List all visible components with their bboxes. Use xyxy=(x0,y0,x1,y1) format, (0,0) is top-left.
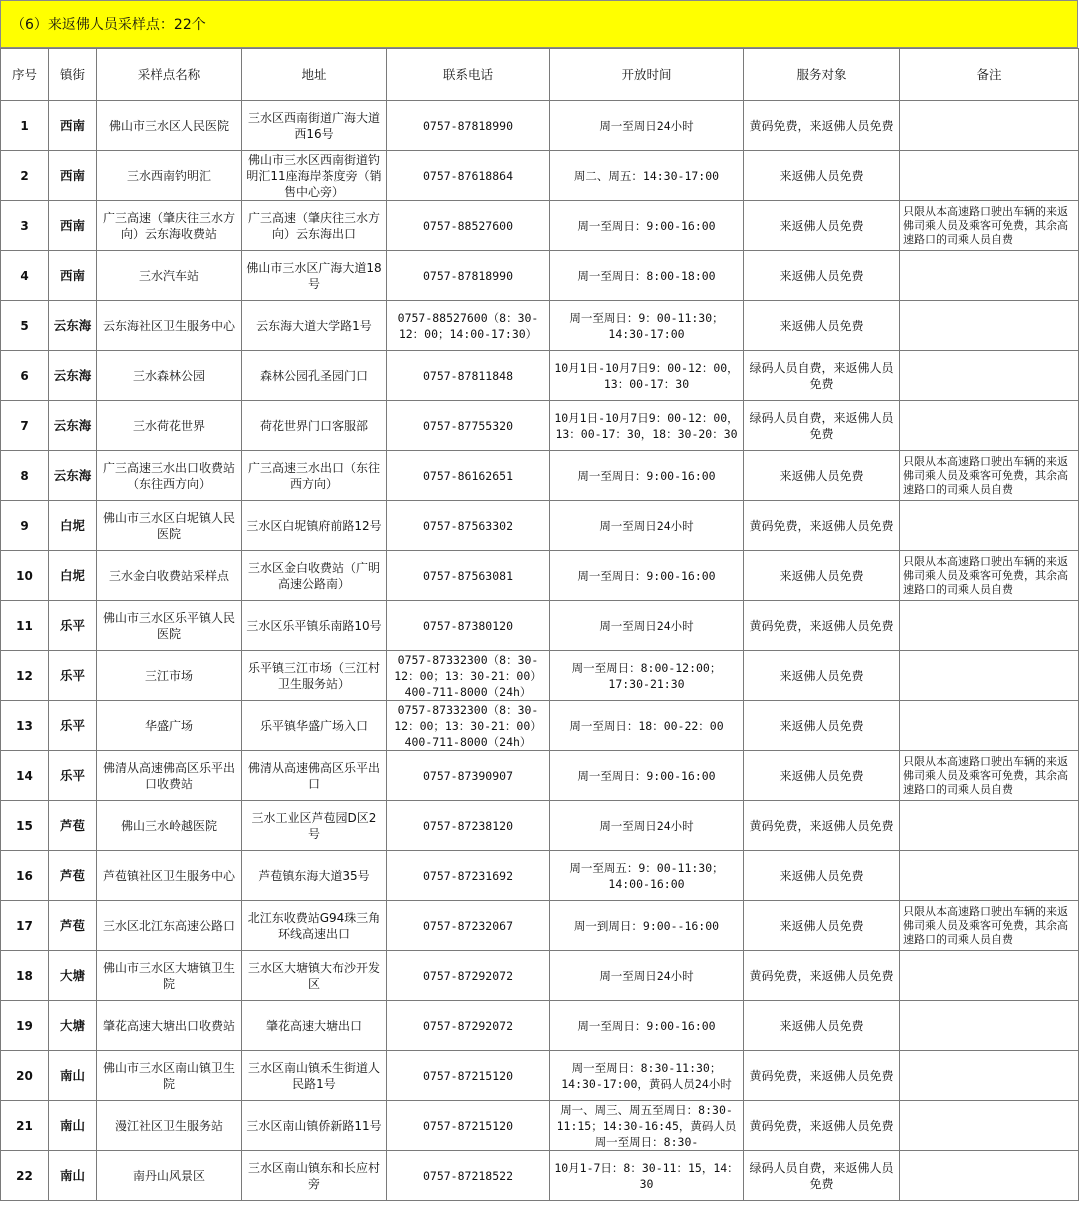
row-remarks xyxy=(900,801,1079,851)
row-service-target: 来返佛人员免费 xyxy=(744,701,900,751)
row-town: 乐平 xyxy=(49,701,97,751)
row-hours: 周一、周三、周五至周日：8:30-11:15；14:30-16:45，黄码人员周一至周日：8:30- xyxy=(550,1101,744,1151)
row-site-name: 漫江社区卫生服务站 xyxy=(97,1101,242,1151)
row-town: 云东海 xyxy=(49,451,97,501)
row-address: 三水工业区芦苞园D区2号 xyxy=(242,801,387,851)
section-title-bar xyxy=(0,0,1078,48)
row-phone: 0757-87231692 xyxy=(387,851,550,901)
table-row xyxy=(1,1001,1079,1051)
table-row xyxy=(1,301,1079,351)
row-site-name: 佛山市三水区白坭镇人民医院 xyxy=(97,501,242,551)
row-index: 22 xyxy=(1,1151,49,1201)
row-remarks xyxy=(900,1101,1079,1151)
header-service-target: 服务对象 xyxy=(744,49,900,101)
row-phone: 0757-87215120 xyxy=(387,1101,550,1151)
row-hours: 周一至周日：8:00-12:00；17:30-21:30 xyxy=(550,651,744,701)
table-row xyxy=(1,851,1079,901)
row-hours: 周一至周日：9:00-16:00 xyxy=(550,551,744,601)
row-town: 南山 xyxy=(49,1151,97,1201)
row-remarks xyxy=(900,851,1079,901)
row-hours: 周一至周日：18：00-22：00 xyxy=(550,701,744,751)
table-row xyxy=(1,1151,1079,1201)
row-service-target: 绿码人员自费，来返佛人员免费 xyxy=(744,1151,900,1201)
table-row xyxy=(1,201,1079,251)
row-town: 乐平 xyxy=(49,751,97,801)
row-hours: 周一至周日：9:00-16:00 xyxy=(550,1001,744,1051)
header-remarks: 备注 xyxy=(900,49,1079,101)
row-remarks: 只限从本高速路口驶出车辆的来返佛司乘人员及乘客可免费，其余高速路口的司乘人员自费 xyxy=(900,201,1079,251)
table-row xyxy=(1,351,1079,401)
row-address: 荷花世界门口客服部 xyxy=(242,401,387,451)
row-service-target: 绿码人员自费，来返佛人员免费 xyxy=(744,351,900,401)
row-site-name: 佛山市三水区南山镇卫生院 xyxy=(97,1051,242,1101)
row-service-target: 来返佛人员免费 xyxy=(744,901,900,951)
table-row xyxy=(1,501,1079,551)
row-address: 三水区南山镇禾生街道人民路1号 xyxy=(242,1051,387,1101)
row-remarks xyxy=(900,701,1079,751)
row-hours: 周一至周日24小时 xyxy=(550,801,744,851)
table-row xyxy=(1,801,1079,851)
row-address: 佛清从高速佛高区乐平出口 xyxy=(242,751,387,801)
row-town: 西南 xyxy=(49,151,97,201)
row-service-target: 来返佛人员免费 xyxy=(744,651,900,701)
row-service-target: 黄码免费，来返佛人员免费 xyxy=(744,1051,900,1101)
row-address: 肇花高速大塘出口 xyxy=(242,1001,387,1051)
row-address: 三水区乐平镇乐南路10号 xyxy=(242,601,387,651)
row-town: 白坭 xyxy=(49,501,97,551)
row-index: 21 xyxy=(1,1101,49,1151)
row-site-name: 肇花高速大塘出口收费站 xyxy=(97,1001,242,1051)
row-hours: 10月1日-10月7日9：00-12：00，13：00-17：30 xyxy=(550,351,744,401)
row-hours: 周一至周日24小时 xyxy=(550,951,744,1001)
row-address: 森林公园孔圣园门口 xyxy=(242,351,387,401)
row-town: 芦苞 xyxy=(49,851,97,901)
row-phone: 0757-87218522 xyxy=(387,1151,550,1201)
row-index: 17 xyxy=(1,901,49,951)
row-index: 11 xyxy=(1,601,49,651)
row-index: 12 xyxy=(1,651,49,701)
row-town: 芦苞 xyxy=(49,801,97,851)
row-town: 西南 xyxy=(49,201,97,251)
row-site-name: 佛山三水岭越医院 xyxy=(97,801,242,851)
row-phone: 0757-88527600 xyxy=(387,201,550,251)
table-row xyxy=(1,651,1079,701)
row-phone: 0757-87811848 xyxy=(387,351,550,401)
row-site-name: 南丹山风景区 xyxy=(97,1151,242,1201)
row-town: 大塘 xyxy=(49,951,97,1001)
table-row xyxy=(1,151,1079,201)
row-remarks xyxy=(900,651,1079,701)
row-phone: 0757-87292072 xyxy=(387,951,550,1001)
row-index: 6 xyxy=(1,351,49,401)
header-town: 镇街 xyxy=(49,49,97,101)
row-index: 20 xyxy=(1,1051,49,1101)
table-row xyxy=(1,251,1079,301)
row-remarks xyxy=(900,501,1079,551)
row-town: 云东海 xyxy=(49,351,97,401)
row-site-name: 三水西南钓明汇 xyxy=(97,151,242,201)
row-site-name: 佛山市三水区乐平镇人民医院 xyxy=(97,601,242,651)
row-index: 2 xyxy=(1,151,49,201)
row-remarks xyxy=(900,951,1079,1001)
header-hours: 开放时间 xyxy=(550,49,744,101)
row-service-target: 来返佛人员免费 xyxy=(744,451,900,501)
row-address: 北江东收费站G94珠三角环线高速出口 xyxy=(242,901,387,951)
table-row xyxy=(1,1051,1079,1101)
row-index: 18 xyxy=(1,951,49,1001)
row-hours: 周一至周日：8:00-18:00 xyxy=(550,251,744,301)
row-address: 三水区南山镇侨新路11号 xyxy=(242,1101,387,1151)
table-row xyxy=(1,901,1079,951)
row-service-target: 黄码免费，来返佛人员免费 xyxy=(744,1101,900,1151)
row-phone: 0757-87755320 xyxy=(387,401,550,451)
row-phone: 0757-87618864 xyxy=(387,151,550,201)
row-address: 三水区大塘镇大布沙开发区 xyxy=(242,951,387,1001)
row-site-name: 华盛广场 xyxy=(97,701,242,751)
table-row xyxy=(1,751,1079,801)
row-phone: 0757-87818990 xyxy=(387,251,550,301)
row-index: 8 xyxy=(1,451,49,501)
row-index: 9 xyxy=(1,501,49,551)
row-hours: 10月1-7日：8：30-11：15，14：30 xyxy=(550,1151,744,1201)
row-service-target: 黄码免费，来返佛人员免费 xyxy=(744,501,900,551)
row-address: 广三高速三水出口（东往西方向） xyxy=(242,451,387,501)
row-town: 南山 xyxy=(49,1051,97,1101)
row-phone: 0757-87292072 xyxy=(387,1001,550,1051)
header-index: 序号 xyxy=(1,49,49,101)
row-remarks: 只限从本高速路口驶出车辆的来返佛司乘人员及乘客可免费，其余高速路口的司乘人员自费 xyxy=(900,751,1079,801)
row-town: 大塘 xyxy=(49,1001,97,1051)
row-town: 云东海 xyxy=(49,301,97,351)
row-remarks xyxy=(900,1001,1079,1051)
row-phone: 0757-87332300（8：30-12：00；13：30-21：00）400-711-8000（24h） xyxy=(387,701,550,751)
row-remarks xyxy=(900,151,1079,201)
row-index: 13 xyxy=(1,701,49,751)
row-service-target: 来返佛人员免费 xyxy=(744,251,900,301)
row-phone: 0757-87563081 xyxy=(387,551,550,601)
row-address: 广三高速（肇庆往三水方向）云东海出口 xyxy=(242,201,387,251)
table-row xyxy=(1,601,1079,651)
row-town: 芦苞 xyxy=(49,901,97,951)
row-remarks xyxy=(900,301,1079,351)
row-hours: 周一至周日24小时 xyxy=(550,501,744,551)
table-row xyxy=(1,401,1079,451)
row-town: 西南 xyxy=(49,101,97,151)
row-hours: 周一至周日24小时 xyxy=(550,601,744,651)
row-address: 三水区南山镇东和长应村旁 xyxy=(242,1151,387,1201)
row-address: 佛山市三水区西南街道钓明汇11座海岸茶度旁（销售中心旁） xyxy=(242,151,387,201)
row-hours: 周一至周日：9：00-11:30；14:30-17:00 xyxy=(550,301,744,351)
row-index: 10 xyxy=(1,551,49,601)
row-town: 乐平 xyxy=(49,651,97,701)
row-hours: 周一至周日：8:30-11:30；14:30-17:00，黄码人员24小时 xyxy=(550,1051,744,1101)
row-service-target: 黄码免费，来返佛人员免费 xyxy=(744,101,900,151)
row-hours: 周一至周日24小时 xyxy=(550,101,744,151)
row-remarks xyxy=(900,1051,1079,1101)
row-phone: 0757-87380120 xyxy=(387,601,550,651)
row-town: 乐平 xyxy=(49,601,97,651)
row-site-name: 三水金白收费站采样点 xyxy=(97,551,242,601)
row-service-target: 来返佛人员免费 xyxy=(744,301,900,351)
table-row xyxy=(1,451,1079,501)
row-service-target: 黄码免费，来返佛人员免费 xyxy=(744,801,900,851)
sampling-sites-table xyxy=(0,48,1079,1201)
row-service-target: 来返佛人员免费 xyxy=(744,1001,900,1051)
row-phone: 0757-87818990 xyxy=(387,101,550,151)
row-site-name: 三水汽车站 xyxy=(97,251,242,301)
row-site-name: 三水荷花世界 xyxy=(97,401,242,451)
table-row xyxy=(1,701,1079,751)
row-remarks xyxy=(900,101,1079,151)
row-phone: 0757-87238120 xyxy=(387,801,550,851)
row-service-target: 来返佛人员免费 xyxy=(744,751,900,801)
row-phone: 0757-87232067 xyxy=(387,901,550,951)
row-site-name: 三水森林公园 xyxy=(97,351,242,401)
row-site-name: 佛清从高速佛高区乐平出口收费站 xyxy=(97,751,242,801)
row-hours: 周一至周日：9:00-16:00 xyxy=(550,201,744,251)
table-row xyxy=(1,1101,1079,1151)
table-row xyxy=(1,101,1079,151)
row-site-name: 广三高速（肇庆往三水方向）云东海收费站 xyxy=(97,201,242,251)
row-remarks: 只限从本高速路口驶出车辆的来返佛司乘人员及乘客可免费，其余高速路口的司乘人员自费 xyxy=(900,901,1079,951)
table-row xyxy=(1,951,1079,1001)
row-remarks: 只限从本高速路口驶出车辆的来返佛司乘人员及乘客可免费，其余高速路口的司乘人员自费 xyxy=(900,451,1079,501)
row-index: 14 xyxy=(1,751,49,801)
table-header-row xyxy=(1,49,1079,101)
row-site-name: 云东海社区卫生服务中心 xyxy=(97,301,242,351)
row-index: 7 xyxy=(1,401,49,451)
header-address: 地址 xyxy=(242,49,387,101)
row-phone: 0757-87332300（8：30-12：00；13：30-21：00）400-711-8000（24h） xyxy=(387,651,550,701)
row-index: 19 xyxy=(1,1001,49,1051)
row-index: 5 xyxy=(1,301,49,351)
row-hours: 10月1日-10月7日9：00-12：00，13：00-17：30，18：30-20：30 xyxy=(550,401,744,451)
row-remarks xyxy=(900,251,1079,301)
row-phone: 0757-87390907 xyxy=(387,751,550,801)
row-index: 15 xyxy=(1,801,49,851)
row-phone: 0757-88527600（8：30-12：00；14:00-17:30） xyxy=(387,301,550,351)
row-address: 三水区西南街道广海大道西16号 xyxy=(242,101,387,151)
row-phone: 0757-87563302 xyxy=(387,501,550,551)
row-address: 佛山市三水区广海大道18号 xyxy=(242,251,387,301)
row-town: 白坭 xyxy=(49,551,97,601)
row-service-target: 来返佛人员免费 xyxy=(744,551,900,601)
row-address: 乐平镇华盛广场入口 xyxy=(242,701,387,751)
row-service-target: 来返佛人员免费 xyxy=(744,151,900,201)
row-remarks xyxy=(900,601,1079,651)
row-phone: 0757-87215120 xyxy=(387,1051,550,1101)
row-site-name: 广三高速三水出口收费站（东往西方向） xyxy=(97,451,242,501)
row-remarks xyxy=(900,1151,1079,1201)
row-town: 西南 xyxy=(49,251,97,301)
table-row xyxy=(1,551,1079,601)
row-hours: 周一至周五：9：00-11:30；14:00-16:00 xyxy=(550,851,744,901)
row-town: 云东海 xyxy=(49,401,97,451)
row-hours: 周一至周日：9:00-16:00 xyxy=(550,751,744,801)
row-index: 3 xyxy=(1,201,49,251)
row-site-name: 佛山市三水区大塘镇卫生院 xyxy=(97,951,242,1001)
row-town: 南山 xyxy=(49,1101,97,1151)
row-remarks xyxy=(900,401,1079,451)
row-address: 三水区金白收费站（广明高速公路南） xyxy=(242,551,387,601)
row-address: 云东海大道大学路1号 xyxy=(242,301,387,351)
row-address: 乐平镇三江市场（三江村卫生服务站） xyxy=(242,651,387,701)
row-index: 16 xyxy=(1,851,49,901)
row-service-target: 来返佛人员免费 xyxy=(744,201,900,251)
section-title: （6）来返佛人员采样点：22个 xyxy=(11,17,206,33)
row-site-name: 三水区北江东高速公路口 xyxy=(97,901,242,951)
row-index: 1 xyxy=(1,101,49,151)
row-address: 三水区白坭镇府前路12号 xyxy=(242,501,387,551)
row-hours: 周一至周日：9:00-16:00 xyxy=(550,451,744,501)
row-service-target: 来返佛人员免费 xyxy=(744,851,900,901)
row-site-name: 佛山市三水区人民医院 xyxy=(97,101,242,151)
header-site-name: 采样点名称 xyxy=(97,49,242,101)
row-phone: 0757-86162651 xyxy=(387,451,550,501)
row-index: 4 xyxy=(1,251,49,301)
row-service-target: 绿码人员自费，来返佛人员免费 xyxy=(744,401,900,451)
row-hours: 周二、周五：14:30-17:00 xyxy=(550,151,744,201)
row-service-target: 黄码免费，来返佛人员免费 xyxy=(744,601,900,651)
row-site-name: 三江市场 xyxy=(97,651,242,701)
row-service-target: 黄码免费，来返佛人员免费 xyxy=(744,951,900,1001)
row-remarks xyxy=(900,351,1079,401)
row-site-name: 芦苞镇社区卫生服务中心 xyxy=(97,851,242,901)
row-address: 芦苞镇东海大道35号 xyxy=(242,851,387,901)
row-remarks: 只限从本高速路口驶出车辆的来返佛司乘人员及乘客可免费，其余高速路口的司乘人员自费 xyxy=(900,551,1079,601)
header-phone: 联系电话 xyxy=(387,49,550,101)
row-hours: 周一到周日：9:00--16:00 xyxy=(550,901,744,951)
